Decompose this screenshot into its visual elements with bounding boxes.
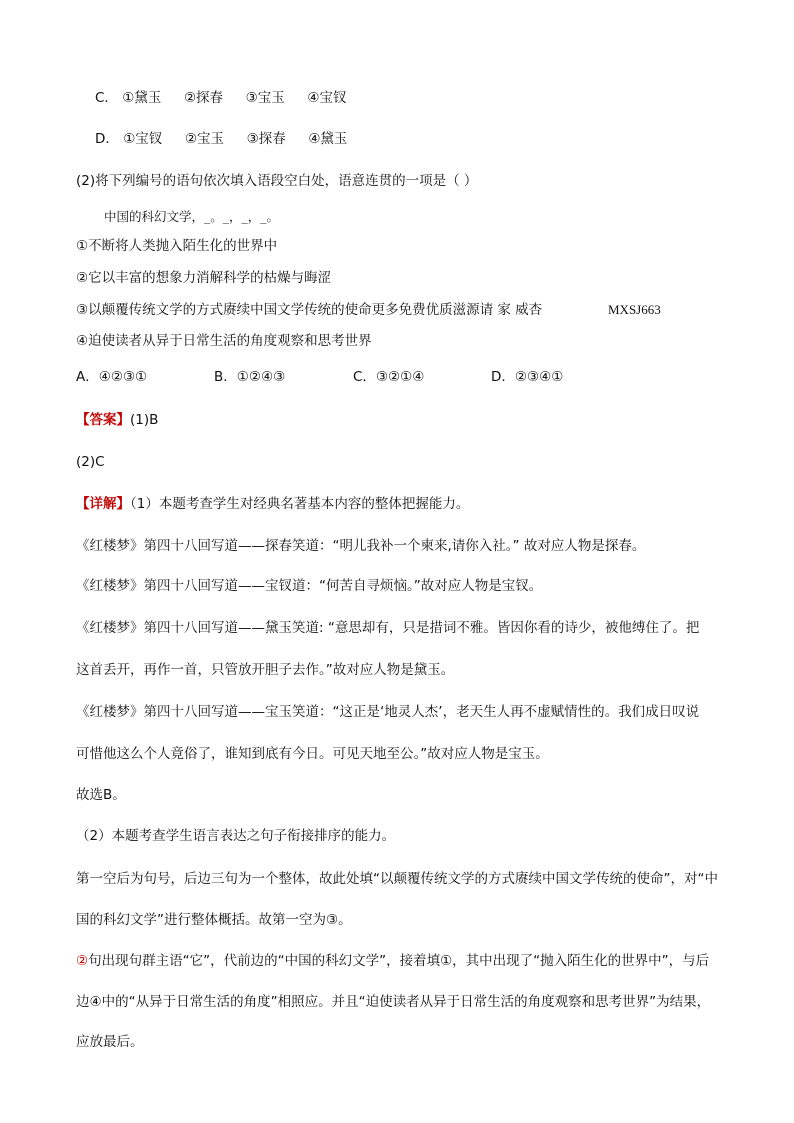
sentence-4: ④迫使读者从异于日常生活的角度观察和思考世界 — [76, 333, 372, 349]
detail-line: 《红楼梦》第四十八回写道——宝钗道：“何苦自寻烦恼。”故对应人物是宝钗。 — [76, 578, 543, 594]
detail-line: 《红楼梦》第四十八回写道——黛玉笑道: “意思却有，只是措词不雅。皆因你看的诗少，被他缚住了。把 — [76, 620, 700, 636]
question2-option-a: A．④②③① — [76, 369, 148, 385]
detail-intro: （1）本题考查学生对经典名著基本内容的整体把握能力。 — [130, 496, 470, 512]
watermark-code: MXSJ663 — [608, 302, 661, 317]
answer-line-2: (2)C — [76, 454, 105, 470]
option-item: ①黛玉 — [122, 90, 162, 106]
detail-line: 边④中的“从异于日常生活的角度”相照应。并且“迫使读者从异于日常生活的角度观察和思考世界”为结果， — [76, 994, 711, 1010]
detail-part2-intro: （2）本题考查学生语言表达之句子衔接排序的能力。 — [76, 828, 396, 844]
question2-stem: (2)将下列编号的语句依次填入语段空白处，语意连贯的一项是（ ） — [76, 173, 478, 189]
sentence-1: ①不断将人类抛入陌生化的世界中 — [76, 238, 278, 254]
detail-line: 故选B。 — [76, 787, 126, 803]
option-label: D． — [95, 131, 119, 147]
question1-option-c — [95, 88, 346, 108]
detail-line: 可惜他这么个人竟俗了，谁知到底有今日。可见天地至公。”故对应人物是宝玉。 — [76, 746, 549, 762]
question1-option-d — [95, 129, 347, 149]
question2-passage: 中国的科幻文学，_。_，_，_。 — [104, 209, 280, 224]
detail-line: 第一空后为句号，后边三句为一个整体，故此处填“以颠覆传统文学的方式赓续中国文学传统的使命”，对“中 — [76, 871, 718, 887]
detail-tag: 【详解】 — [76, 496, 130, 512]
sentence-2: ②它以丰富的想象力消解科学的枯燥与晦涩 — [76, 270, 332, 286]
red-lead: ② — [76, 953, 89, 969]
detail-line: 《红楼梦》第四十八回写道——探春笑道：“明儿我补一个柬来,请你入社。” 故对应人物是探春。 — [76, 538, 646, 554]
question2-option-d: D．②③④① — [491, 369, 564, 385]
sentence-3: ③以颠覆传统文学的方式赓续中国文学传统的使命更多免费优质滋源请 家 威杏 — [76, 302, 543, 318]
detail-line: 这首丢开，再作一首，只管放开胆子去作。”故对应人物是黛玉。 — [76, 662, 455, 678]
detail-line: 国的科幻文学”进行整体概括。故第一空为③。 — [76, 912, 352, 928]
option-item: ④宝钗 — [307, 90, 347, 106]
detail-line: 《红楼梦》第四十八回写道——宝玉笑道：“这正是‘地灵人杰’，老天生人再不虚赋情性的。我们成日叹说 — [76, 704, 700, 720]
question2-option-c: C．③②①④ — [353, 369, 425, 385]
answer-part1: (1)B — [130, 412, 159, 428]
answer-line-1 — [76, 410, 158, 430]
answer-tag: 【答案】 — [76, 412, 130, 428]
option-item: ②宝玉 — [184, 131, 225, 147]
option-label: C． — [95, 90, 118, 106]
option-item: ②探春 — [183, 90, 224, 106]
option-item: ③宝玉 — [245, 90, 285, 106]
option-item: ④黛玉 — [308, 131, 348, 147]
option-item: ①宝钗 — [123, 131, 163, 147]
option-item: ③探春 — [246, 131, 286, 147]
detail-line: ②句出现句群主语“它”，代前边的“中国的科幻文学”，接着填①，其中出现了“抛入陌生化的世界中”，与后 — [76, 953, 710, 969]
detail-line: 应放最后。 — [76, 1034, 144, 1050]
question2-option-b: B．①②④③ — [214, 369, 286, 385]
detail-line-intro — [76, 494, 469, 514]
